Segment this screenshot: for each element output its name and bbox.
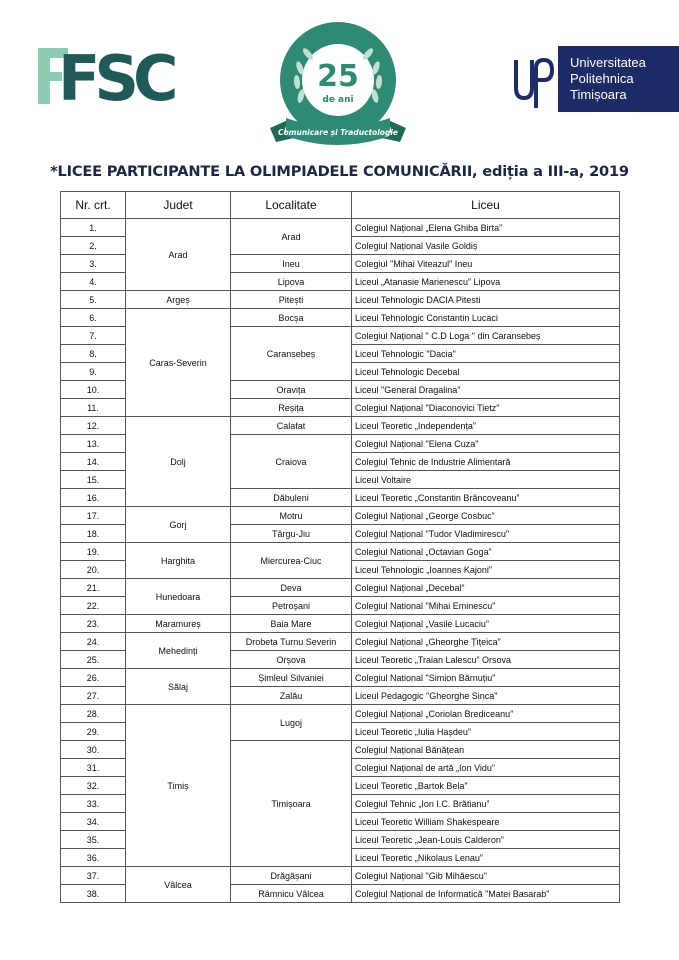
table-row bbox=[61, 507, 620, 525]
cell-localitate: Calafat bbox=[231, 417, 352, 435]
upt-line-1: Universitatea bbox=[570, 55, 646, 70]
cell-localitate: Pitești bbox=[231, 291, 352, 309]
cell-liceu: Colegiul Național de Informatică "Matei Basarab" bbox=[352, 885, 620, 903]
cell-localitate: Drăgășani bbox=[231, 867, 352, 885]
schools-table bbox=[60, 191, 620, 903]
cell-nr: 16. bbox=[61, 489, 126, 507]
cell-nr: 34. bbox=[61, 813, 126, 831]
cell-localitate: Motru bbox=[231, 507, 352, 525]
cell-judet: Caras-Severin bbox=[126, 309, 231, 417]
cell-liceu: Liceul Tehnologic „Ioannes Kajoni” bbox=[352, 561, 620, 579]
cell-nr: 4. bbox=[61, 273, 126, 291]
cell-nr: 2. bbox=[61, 237, 126, 255]
cell-liceu: Liceul Teoretic „Nikolaus Lenau” bbox=[352, 849, 620, 867]
cell-nr: 13. bbox=[61, 435, 126, 453]
cell-liceu: Colegiul "Mihai Viteazul" Ineu bbox=[352, 255, 620, 273]
cell-localitate: Bocșa bbox=[231, 309, 352, 327]
fsc-logo bbox=[38, 42, 173, 115]
cell-localitate: Orșova bbox=[231, 651, 352, 669]
cell-liceu: Colegiul Național „Gheorghe Țițeica” bbox=[352, 633, 620, 651]
cell-liceu: Liceul Teoretic „Jean-Louis Calderon” bbox=[352, 831, 620, 849]
cell-liceu: Liceul Teoretic William Shakespeare bbox=[352, 813, 620, 831]
cell-nr: 6. bbox=[61, 309, 126, 327]
cell-nr: 20. bbox=[61, 561, 126, 579]
cell-nr: 33. bbox=[61, 795, 126, 813]
cell-liceu: Colegiul Național „Vasile Lucaciu” bbox=[352, 615, 620, 633]
cell-nr: 30. bbox=[61, 741, 126, 759]
cell-localitate: Șimleul Silvaniei bbox=[231, 669, 352, 687]
cell-localitate: Lugoj bbox=[231, 705, 352, 741]
cell-judet: Hunedoara bbox=[126, 579, 231, 615]
cell-nr: 28. bbox=[61, 705, 126, 723]
cell-localitate: Târgu-Jiu bbox=[231, 525, 352, 543]
cell-liceu: Colegiul Național "Elena Cuza" bbox=[352, 435, 620, 453]
table-row bbox=[61, 867, 620, 885]
cell-liceu: Colegiul Național de artă „Ion Vidu” bbox=[352, 759, 620, 777]
table-row bbox=[61, 543, 620, 561]
header-liceu: Liceu bbox=[352, 192, 620, 219]
table-row bbox=[61, 417, 620, 435]
cell-localitate: Caransebeș bbox=[231, 327, 352, 381]
cell-liceu: Colegiul National „Octavian Goga” bbox=[352, 543, 620, 561]
cell-localitate: Râmnicu Vâlcea bbox=[231, 885, 352, 903]
cell-liceu: Liceul Tehnologic DACIA Pitesti bbox=[352, 291, 620, 309]
table-row bbox=[61, 219, 620, 237]
cell-liceu: Colegiul Tehnic „Ion I.C. Brătianu” bbox=[352, 795, 620, 813]
cell-liceu: Liceul Teoretic „Constantin Brâncoveanu” bbox=[352, 489, 620, 507]
cell-nr: 32. bbox=[61, 777, 126, 795]
cell-liceu: Colegiul Național „Coriolan Brediceanu” bbox=[352, 705, 620, 723]
header-nr: Nr. crt. bbox=[61, 192, 126, 219]
upt-logo bbox=[514, 46, 679, 112]
cell-localitate: Dăbuleni bbox=[231, 489, 352, 507]
cell-liceu: Colegiul Național "Diaconovici Tietz" bbox=[352, 399, 620, 417]
cell-nr: 35. bbox=[61, 831, 126, 849]
cell-liceu: Colegiul Național „Decebal” bbox=[352, 579, 620, 597]
cell-liceu: Colegiul National "Simion Bărnuțiu" bbox=[352, 669, 620, 687]
cell-localitate: Baia Mare bbox=[231, 615, 352, 633]
cell-nr: 14. bbox=[61, 453, 126, 471]
cell-nr: 26. bbox=[61, 669, 126, 687]
cell-liceu: Liceul Pedagogic "Gheorghe Sinca" bbox=[352, 687, 620, 705]
cell-liceu: Liceul Tehnologic "Dacia" bbox=[352, 345, 620, 363]
cell-nr: 10. bbox=[61, 381, 126, 399]
svg-text:de ani: de ani bbox=[322, 95, 354, 105]
table-row bbox=[61, 579, 620, 597]
cell-nr: 19. bbox=[61, 543, 126, 561]
cell-nr: 31. bbox=[61, 759, 126, 777]
cell-liceu: Liceul Teoretic „Iulia Hașdeu” bbox=[352, 723, 620, 741]
cell-judet: Sălaj bbox=[126, 669, 231, 705]
cell-judet: Argeș bbox=[126, 291, 231, 309]
cell-nr: 17. bbox=[61, 507, 126, 525]
cell-nr: 1. bbox=[61, 219, 126, 237]
page-title: *LICEE PARTICIPANTE LA OLIMPIADELE COMUNICĂRII, ediția a III-a, 2019 bbox=[50, 163, 629, 180]
cell-nr: 7. bbox=[61, 327, 126, 345]
cell-judet: Vâlcea bbox=[126, 867, 231, 903]
cell-liceu: Liceul Voltaire bbox=[352, 471, 620, 489]
cell-nr: 27. bbox=[61, 687, 126, 705]
cell-nr: 11. bbox=[61, 399, 126, 417]
cell-liceu: Colegiul Național Bănățean bbox=[352, 741, 620, 759]
cell-nr: 12. bbox=[61, 417, 126, 435]
cell-localitate: Arad bbox=[231, 219, 352, 255]
cell-localitate: Drobeta Turnu Severin bbox=[231, 633, 352, 651]
cell-nr: 25. bbox=[61, 651, 126, 669]
table-row bbox=[61, 705, 620, 723]
header-localitate: Localitate bbox=[231, 192, 352, 219]
cell-judet: Maramureș bbox=[126, 615, 231, 633]
cell-nr: 23. bbox=[61, 615, 126, 633]
cell-judet: Dolj bbox=[126, 417, 231, 507]
upt-name-box bbox=[558, 46, 679, 112]
cell-judet: Harghita bbox=[126, 543, 231, 579]
cell-judet: Gorj bbox=[126, 507, 231, 543]
cell-localitate: Ineu bbox=[231, 255, 352, 273]
svg-text:25: 25 bbox=[317, 59, 359, 94]
cell-liceu: Colegiul National "Mihai Eminescu" bbox=[352, 597, 620, 615]
cell-judet: Arad bbox=[126, 219, 231, 291]
table-row bbox=[61, 309, 620, 327]
cell-localitate: Lipova bbox=[231, 273, 352, 291]
svg-text:Comunicare și Traductologie: Comunicare și Traductologie bbox=[278, 128, 398, 137]
cell-localitate: Miercurea-Ciuc bbox=[231, 543, 352, 579]
cell-liceu: Liceul „Atanasie Marienescu” Lipova bbox=[352, 273, 620, 291]
cell-nr: 18. bbox=[61, 525, 126, 543]
cell-liceu: Colegiul Național Vasile Goldiș bbox=[352, 237, 620, 255]
cell-liceu: Liceul Teoretic „Traian Lalescu” Orsova bbox=[352, 651, 620, 669]
cell-localitate: Petroșani bbox=[231, 597, 352, 615]
cell-nr: 38. bbox=[61, 885, 126, 903]
table-row bbox=[61, 633, 620, 651]
cell-nr: 3. bbox=[61, 255, 126, 273]
table-body bbox=[61, 219, 620, 903]
cell-liceu: Colegiul Național „George Cosbuc” bbox=[352, 507, 620, 525]
cell-liceu: Liceul Teoretic „Independența” bbox=[352, 417, 620, 435]
cell-liceu: Colegiul Național "Tudor Vladimirescu" bbox=[352, 525, 620, 543]
table-row bbox=[61, 669, 620, 687]
cell-nr: 24. bbox=[61, 633, 126, 651]
cell-nr: 5. bbox=[61, 291, 126, 309]
cell-nr: 29. bbox=[61, 723, 126, 741]
cell-nr: 8. bbox=[61, 345, 126, 363]
cell-liceu: Colegiul Național „Elena Ghiba Birta” bbox=[352, 219, 620, 237]
cell-nr: 15. bbox=[61, 471, 126, 489]
cell-liceu: Liceul Tehnologic Decebal bbox=[352, 363, 620, 381]
table-header-row bbox=[61, 192, 620, 219]
anniversary-emblem bbox=[270, 20, 406, 155]
cell-localitate: Deva bbox=[231, 579, 352, 597]
cell-localitate: Zalău bbox=[231, 687, 352, 705]
table-row bbox=[61, 291, 620, 309]
cell-liceu: Colegiul Tehnic de Industrie Alimentară bbox=[352, 453, 620, 471]
cell-judet: Mehedinți bbox=[126, 633, 231, 669]
page-header bbox=[0, 0, 679, 160]
svg-text:FSC: FSC bbox=[58, 42, 173, 115]
table-row bbox=[61, 615, 620, 633]
cell-localitate: Reșița bbox=[231, 399, 352, 417]
header-judet: Judet bbox=[126, 192, 231, 219]
cell-nr: 21. bbox=[61, 579, 126, 597]
cell-liceu: Liceul Tehnologic Constantin Lucaci bbox=[352, 309, 620, 327]
cell-nr: 37. bbox=[61, 867, 126, 885]
upt-line-2: Politehnica bbox=[570, 71, 634, 86]
cell-localitate: Oravița bbox=[231, 381, 352, 399]
svg-text:UPT: UPT bbox=[514, 52, 516, 53]
upt-monogram bbox=[514, 52, 554, 108]
upt-line-3: Timișoara bbox=[570, 87, 627, 102]
cell-nr: 9. bbox=[61, 363, 126, 381]
cell-nr: 36. bbox=[61, 849, 126, 867]
cell-nr: 22. bbox=[61, 597, 126, 615]
cell-localitate: Timișoara bbox=[231, 741, 352, 867]
cell-localitate: Craiova bbox=[231, 435, 352, 489]
cell-liceu: Colegiul Național "Gib Mihăescu" bbox=[352, 867, 620, 885]
cell-liceu: Colegiul Național " C.D Loga " din Caransebeș bbox=[352, 327, 620, 345]
cell-judet: Timiș bbox=[126, 705, 231, 867]
cell-liceu: Liceul Teoretic „Bartok Bela” bbox=[352, 777, 620, 795]
cell-liceu: Liceul "General Dragalina" bbox=[352, 381, 620, 399]
